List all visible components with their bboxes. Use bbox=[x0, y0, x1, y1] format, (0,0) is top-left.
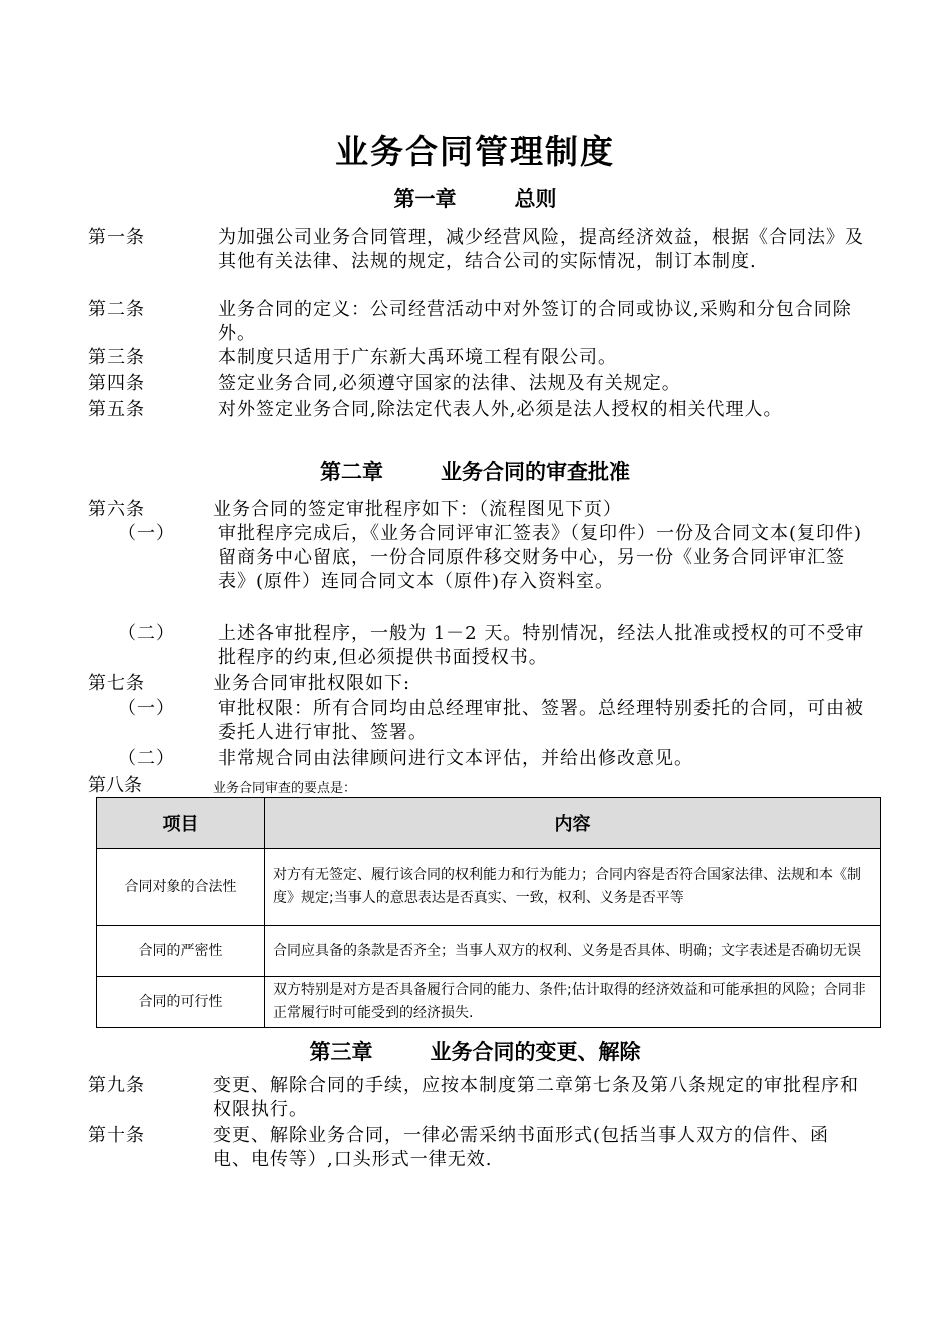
article-text: 业务合同审批权限如下: bbox=[213, 673, 411, 694]
article-text: 签定业务合同,必须遵守国家的法律、法规及有关规定。 bbox=[218, 373, 681, 394]
chapter-1-heading bbox=[0, 183, 950, 213]
table-row bbox=[97, 926, 881, 977]
row-item: 合同的可行性 bbox=[97, 977, 265, 1028]
table-header-row bbox=[97, 798, 881, 849]
article-number: 第五条 bbox=[88, 399, 145, 420]
table-row bbox=[97, 977, 881, 1028]
article-text: 对外签定业务合同,除法定代表人外,必须是法人授权的相关代理人。 bbox=[218, 399, 783, 420]
chapter-2-label: 第二章 bbox=[320, 459, 383, 484]
item-number: （二） bbox=[118, 623, 175, 644]
item-text: 审批权限：所有合同均由总经理审批、签署。总经理特别委托的合同，可由被委托人进行审批、签署。 bbox=[218, 698, 864, 743]
article-number: 第四条 bbox=[88, 373, 145, 394]
document-title: 业务合同管理制度 bbox=[335, 132, 615, 171]
article-number: 第九条 bbox=[88, 1075, 145, 1096]
article-number: 第八条 bbox=[88, 775, 142, 796]
article-text: 本制度只适用于广东新大禹环境工程有限公司。 bbox=[218, 347, 617, 368]
article-8 bbox=[88, 775, 357, 796]
chapter-2-heading bbox=[0, 456, 950, 486]
article-text: 变更、解除业务合同，一律必需采纳书面形式(包括当事人双方的信件、函电、电传等）,口头形式一律无效. bbox=[213, 1125, 830, 1170]
chapter-3-heading bbox=[0, 1036, 950, 1066]
item-number: （一） bbox=[118, 523, 175, 544]
chapter-1-name: 总则 bbox=[514, 186, 557, 211]
item-text: 非常规合同由法律顾问进行文本评估，并给出修改意见。 bbox=[218, 748, 693, 769]
article-number: 第六条 bbox=[88, 499, 145, 520]
review-points-table bbox=[96, 797, 881, 1028]
chapter-2-name: 业务合同的审查批准 bbox=[441, 459, 630, 484]
article-number: 第七条 bbox=[88, 673, 145, 694]
article-number: 第三条 bbox=[88, 347, 145, 368]
item-number: （一） bbox=[118, 698, 175, 719]
item-text: 上述各审批程序，一般为 1－2 天。特别情况，经法人批准或授权的可不受审批程序的约束,但必须提供书面授权书。 bbox=[218, 623, 865, 668]
article-text: 为加强公司业务合同管理，减少经营风险，提高经济效益，根据《合同法》及其他有关法律、法规的规定，结合公司的实际情况，制订本制度. bbox=[218, 227, 864, 272]
header-content: 内容 bbox=[265, 798, 881, 849]
row-item: 合同对象的合法性 bbox=[97, 849, 265, 926]
article-number: 第二条 bbox=[88, 299, 145, 320]
chapter-1-label: 第一章 bbox=[393, 186, 457, 211]
article-number: 第一条 bbox=[88, 227, 145, 248]
item-text: 审批程序完成后，《业务合同评审汇签表》（复印件）一份及合同文本(复印件)留商务中心留底，一份合同原件移交财务中心，另一份《业务合同评审汇签表》(原件）连同合同文本（原件)存入资料室。 bbox=[218, 523, 863, 592]
chapter-3-name: 业务合同的变更、解除 bbox=[430, 1039, 641, 1064]
article-text: 业务合同审查的要点是： bbox=[213, 781, 357, 796]
table-row bbox=[97, 849, 881, 926]
article-text: 变更、解除合同的手续，应按本制度第二章第七条及第八条规定的审批程序和权限执行。 bbox=[213, 1075, 859, 1120]
chapter-3-label: 第三章 bbox=[309, 1039, 373, 1064]
row-content: 双方特别是对方是否具备履行合同的能力、条件;估计取得的经济效益和可能承担的风险；合同非正常履行时可能受到的经济损失. bbox=[265, 977, 881, 1028]
article-number: 第十条 bbox=[88, 1125, 145, 1146]
row-item: 合同的严密性 bbox=[97, 926, 265, 977]
header-item: 项目 bbox=[97, 798, 265, 849]
row-content: 合同应具备的条款是否齐全；当事人双方的权利、义务是否具体、明确；文字表述是否确切无误 bbox=[265, 926, 881, 977]
article-text: 业务合同的定义：公司经营活动中对外签订的合同或协议,采购和分包合同除外。 bbox=[218, 299, 852, 344]
item-number: （二） bbox=[118, 748, 175, 769]
row-content: 对方有无签定、履行该合同的权利能力和行为能力；合同内容是否符合国家法律、法规和本《制度》规定;当事人的意思表达是否真实、一致，权利、义务是否平等 bbox=[265, 849, 881, 926]
article-text: 业务合同的签定审批程序如下：（流程图见下页） bbox=[213, 499, 622, 520]
